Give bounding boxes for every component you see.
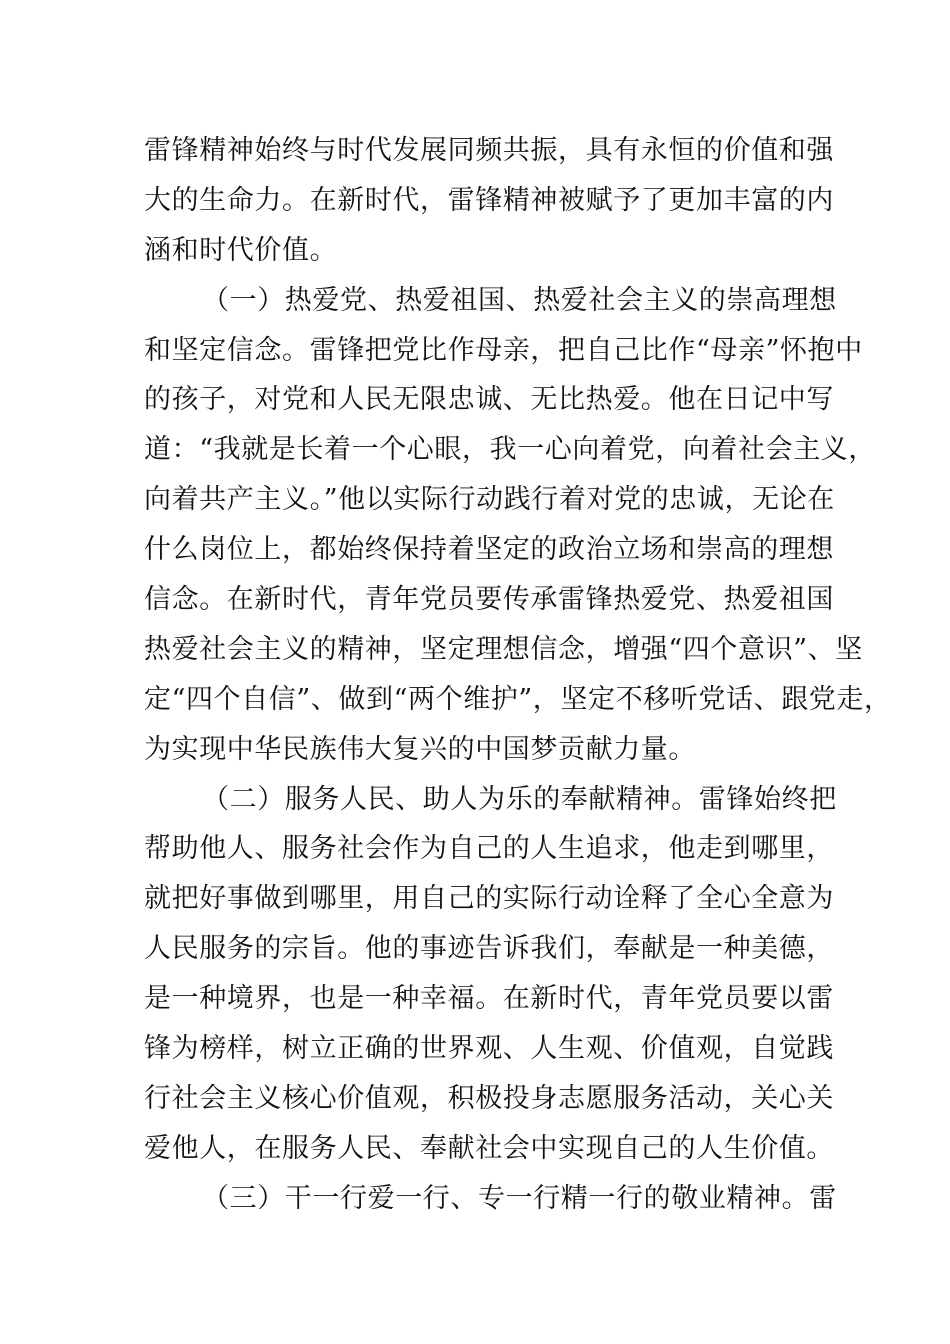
text-line: 道：“我就是长着一个心眼，我一心向着党，向着社会主义， bbox=[144, 434, 877, 466]
text-line: 和坚定信念。雷锋把党比作母亲，把自己比作“母亲”怀抱中 bbox=[144, 334, 863, 366]
text-line: 涵和时代价值。 bbox=[144, 234, 338, 266]
text-line: 定“四个自信”、做到“两个维护”，坚定不移听党话、跟党走， bbox=[144, 683, 892, 715]
paragraph-heading-2: （二）服务人民、助人为乐的奉献精神。雷锋始终把 bbox=[202, 783, 837, 815]
body-text bbox=[144, 126, 892, 1224]
text-line: 什么岗位上，都始终保持着坚定的政治立场和崇高的理想 bbox=[144, 534, 834, 566]
text-line: 行社会主义核心价值观，积极投身志愿服务活动，关心关 bbox=[144, 1082, 834, 1114]
text-line: 热爱社会主义的精神，坚定理想信念，增强“四个意识”、坚 bbox=[144, 633, 863, 665]
text-line: 锋为榜样，树立正确的世界观、人生观、价值观，自觉践 bbox=[144, 1033, 834, 1065]
text-line: 的孩子，对党和人民无限忠诚、无比热爱。他在日记中写 bbox=[144, 384, 834, 416]
paragraph-heading-1: （一）热爱党、热爱祖国、热爱社会主义的崇高理想 bbox=[202, 284, 837, 316]
paragraph-heading-3: （三）干一行爱一行、专一行精一行的敬业精神。雷 bbox=[202, 1182, 837, 1214]
text-line: 向着共产主义。”他以实际行动践行着对党的忠诚，无论在 bbox=[144, 484, 835, 516]
text-line: 人民服务的宗旨。他的事迹告诉我们，奉献是一种美德， bbox=[144, 933, 834, 965]
text-line: 大的生命力。在新时代，雷锋精神被赋予了更加丰富的内 bbox=[144, 184, 834, 216]
text-line: 雷锋精神始终与时代发展同频共振，具有永恒的价值和强 bbox=[144, 135, 834, 166]
text-line: 为实现中华民族伟大复兴的中国梦贡献力量。 bbox=[144, 733, 696, 765]
text-line: 帮助他人、服务社会作为自己的人生追求，他走到哪里， bbox=[144, 833, 834, 865]
text-line: 信念。在新时代，青年党员要传承雷锋热爱党、热爱祖国 bbox=[144, 584, 834, 616]
text-line: 是一种境界，也是一种幸福。在新时代，青年党员要以雷 bbox=[144, 983, 834, 1015]
text-line: 爱他人，在服务人民、奉献社会中实现自己的人生价值。 bbox=[144, 1132, 834, 1164]
text-line: 就把好事做到哪里，用自己的实际行动诠释了全心全意为 bbox=[144, 883, 834, 915]
